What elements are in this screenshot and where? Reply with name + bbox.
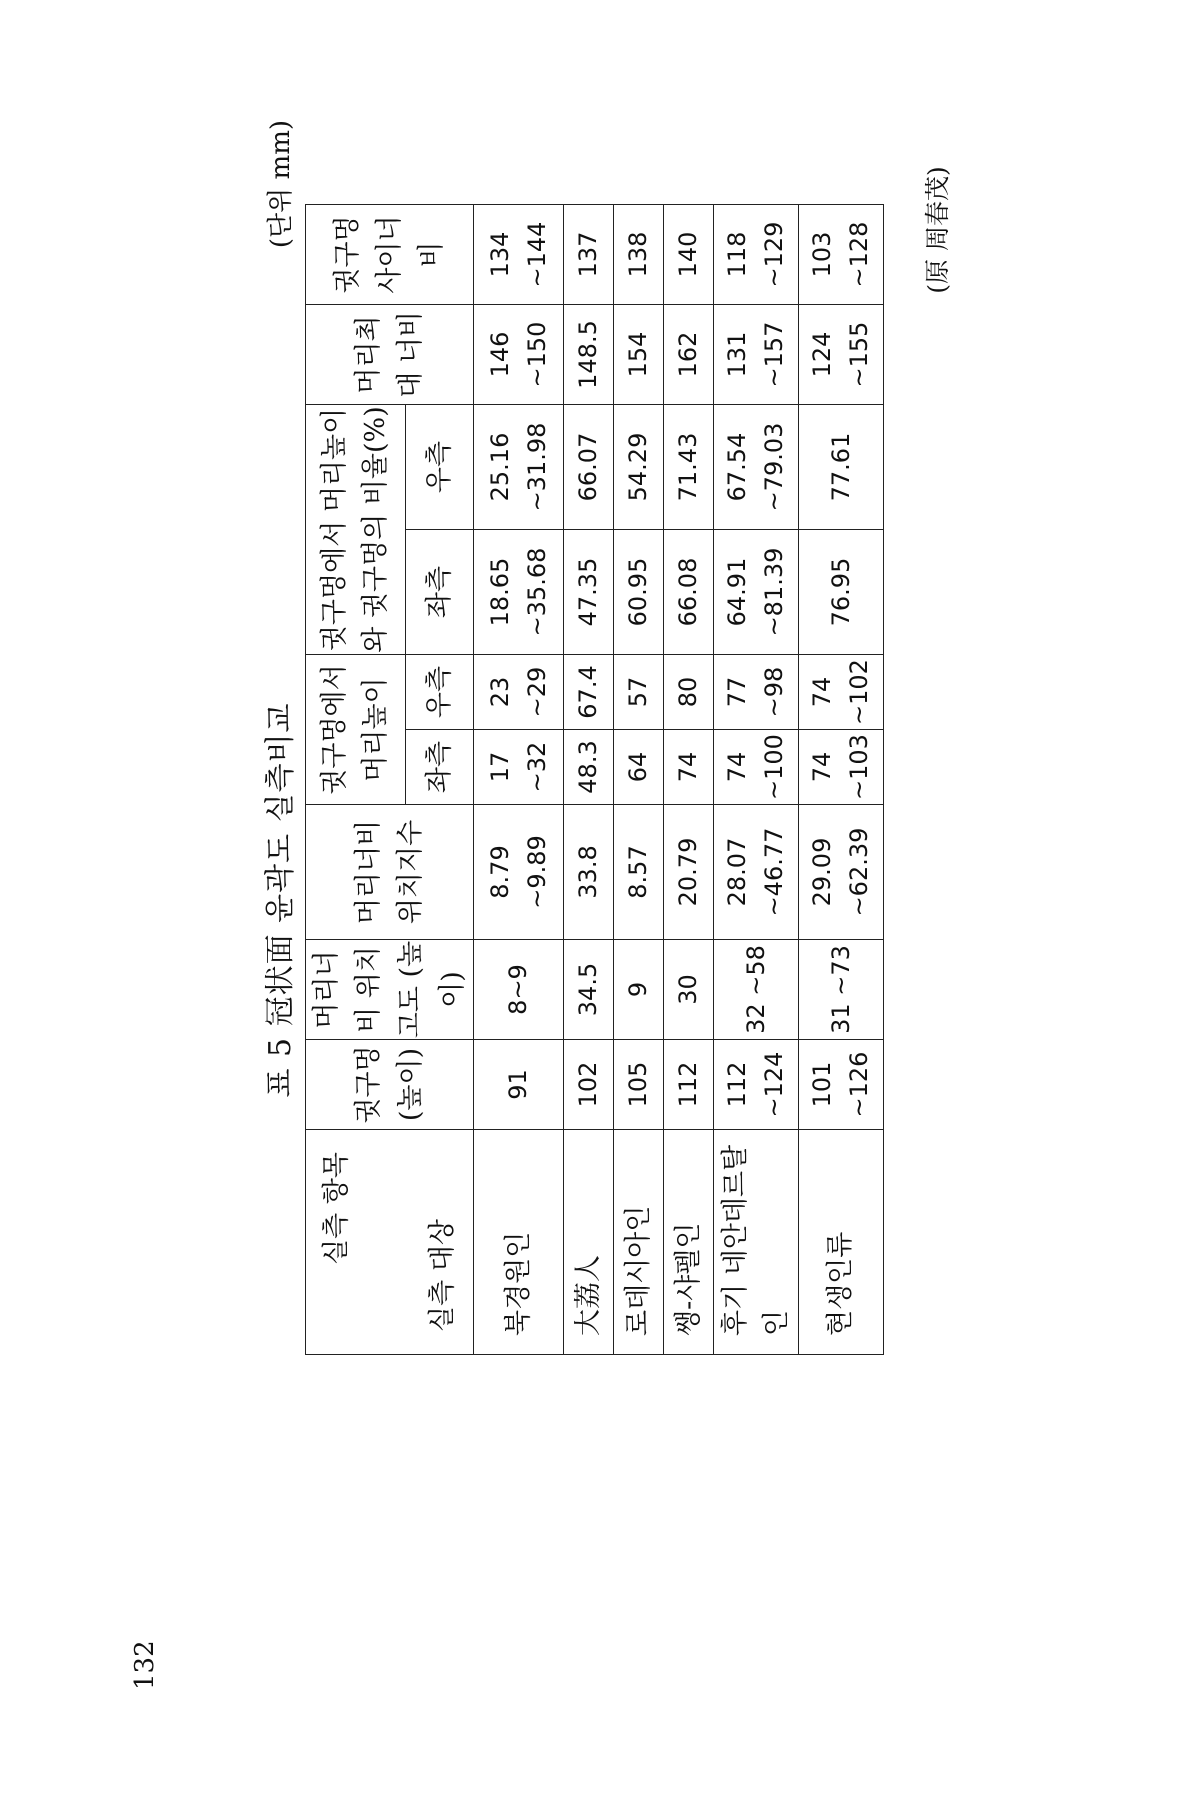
subheader-right: 우측 bbox=[405, 655, 473, 730]
table-cell: 34.5 bbox=[564, 940, 614, 1040]
table-row bbox=[714, 205, 799, 1355]
row-label: 大荔人 bbox=[564, 1130, 614, 1355]
table-cell: 74 bbox=[664, 730, 714, 805]
corner-bottom-label: 실측 대상 bbox=[426, 1219, 458, 1332]
table-cell: 9 bbox=[614, 940, 664, 1040]
table-cell: 47.35 bbox=[564, 530, 614, 655]
header-ratio: 귓구멍에서 머리높이와 귓구멍의 비율(%) bbox=[306, 405, 406, 655]
row-label: 현생인류 bbox=[799, 1130, 884, 1355]
table-cell: 146 ~150 bbox=[474, 305, 564, 405]
table-cell: 54.29 bbox=[614, 405, 664, 530]
table-row bbox=[614, 205, 664, 1355]
table-cell: 76.95 bbox=[799, 530, 884, 655]
table-cell: 67.4 bbox=[564, 655, 614, 730]
source-note: (原 周春茂) bbox=[923, 166, 952, 294]
table-cell: 148.5 bbox=[564, 305, 614, 405]
table-cell: 8.57 bbox=[614, 805, 664, 940]
subheader-left: 좌측 bbox=[405, 530, 473, 655]
table-cell: 71.43 bbox=[664, 405, 714, 530]
subheader-right: 우측 bbox=[405, 405, 473, 530]
table-cell: 64.91 ~81.39 bbox=[714, 530, 799, 655]
table-cell: 64 bbox=[614, 730, 664, 805]
table-cell: 74 ~102 bbox=[799, 655, 884, 730]
table-cell: 112 ~124 bbox=[714, 1040, 799, 1130]
table-cell: 112 bbox=[664, 1040, 714, 1130]
table-cell: 33.8 bbox=[564, 805, 614, 940]
table-cell: 17 ~32 bbox=[474, 730, 564, 805]
header-width-position-height: 머리너비 위치고도 (높이) bbox=[306, 940, 474, 1040]
table-cell: 80 bbox=[664, 655, 714, 730]
table-cell: 29.09 ~62.39 bbox=[799, 805, 884, 940]
table-cell: 77.61 bbox=[799, 405, 884, 530]
header-ear-width: 귓구멍 사이너비 bbox=[306, 205, 474, 305]
table-cell: 20.79 bbox=[664, 805, 714, 940]
table-cell: 8.79 ~9.89 bbox=[474, 805, 564, 940]
row-label: 로데시아인 bbox=[614, 1130, 664, 1355]
table-cell: 67.54 ~79.03 bbox=[714, 405, 799, 530]
table-cell: 66.07 bbox=[564, 405, 614, 530]
header-max-width: 머리최대 너비 bbox=[306, 305, 474, 405]
table-cell: 74 ~103 bbox=[799, 730, 884, 805]
table-cell: 28.07 ~46.77 bbox=[714, 805, 799, 940]
table-cell: 91 bbox=[474, 1040, 564, 1130]
table-cell: 140 bbox=[664, 205, 714, 305]
table-cell: 8~9 bbox=[474, 940, 564, 1040]
header-ear-height: 귓구멍 (높이) bbox=[306, 1040, 474, 1130]
table-cell: 77 ~98 bbox=[714, 655, 799, 730]
comparison-table bbox=[305, 204, 884, 1355]
table-title: 표 5 冠状面 윤곽도 실측비교 bbox=[263, 702, 298, 1098]
table-cell: 102 bbox=[564, 1040, 614, 1130]
table-cell: 23 ~29 bbox=[474, 655, 564, 730]
corner-header bbox=[306, 1130, 474, 1355]
table-cell: 60.95 bbox=[614, 530, 664, 655]
table-cell: 48.3 bbox=[564, 730, 614, 805]
table-cell: 134 ~144 bbox=[474, 205, 564, 305]
table-cell: 66.08 bbox=[664, 530, 714, 655]
table-cell: 101 ~126 bbox=[799, 1040, 884, 1130]
table-cell: 105 bbox=[614, 1040, 664, 1130]
table-cell: 57 bbox=[614, 655, 664, 730]
table-cell: 31 ~73 bbox=[799, 940, 884, 1040]
data-table-wrapper bbox=[305, 204, 884, 1355]
row-label: 후기 네안데르탈인 bbox=[714, 1130, 799, 1355]
table-cell: 74 ~100 bbox=[714, 730, 799, 805]
table-cell: 30 bbox=[664, 940, 714, 1040]
page-number: 132 bbox=[130, 1640, 160, 1690]
row-label: 북경원인 bbox=[474, 1130, 564, 1355]
subheader-left: 좌측 bbox=[405, 730, 473, 805]
table-row bbox=[474, 205, 564, 1355]
table-row bbox=[799, 205, 884, 1355]
table-row bbox=[564, 205, 614, 1355]
table-row bbox=[664, 205, 714, 1355]
table-cell: 124 ~155 bbox=[799, 305, 884, 405]
header-width-position-index: 머리너비 위치지수 bbox=[306, 805, 474, 940]
corner-top-label: 실측 항목 bbox=[321, 1152, 352, 1265]
header-head-height: 귓구멍에서 머리높이 bbox=[306, 655, 406, 805]
table-cell: 32 ~58 bbox=[714, 940, 799, 1040]
table-cell: 138 bbox=[614, 205, 664, 305]
row-label: 쌩-샤펠인 bbox=[664, 1130, 714, 1355]
table-cell: 18.65 ~35.68 bbox=[474, 530, 564, 655]
table-cell: 25.16 ~31.98 bbox=[474, 405, 564, 530]
table-cell: 137 bbox=[564, 205, 614, 305]
table-cell: 118 ~129 bbox=[714, 205, 799, 305]
table-cell: 162 bbox=[664, 305, 714, 405]
table-cell: 103 ~128 bbox=[799, 205, 884, 305]
table-cell: 154 bbox=[614, 305, 664, 405]
table-cell: 131 ~157 bbox=[714, 305, 799, 405]
unit-label: (단위 mm) bbox=[266, 120, 296, 249]
